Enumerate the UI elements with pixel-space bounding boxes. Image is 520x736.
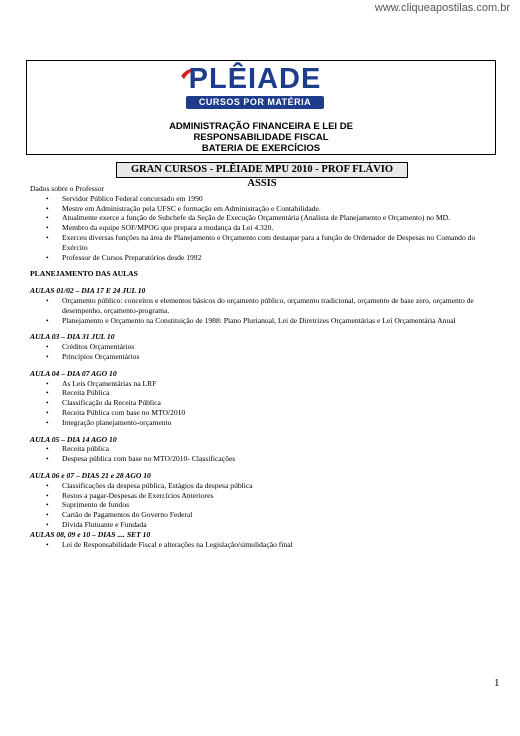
aula-list [30,540,500,550]
planning-heading: PLANEJAMENTO DAS AULAS [30,269,138,279]
document-body [30,184,500,549]
aula-heading: AULA 04 – DIA 07 AGO 10 [30,368,117,378]
list-item: • As Leis Orçamentárias na LRF [46,378,157,388]
list-item: • Receita Pública [46,388,110,398]
professor-list [30,194,500,263]
aula-list [30,444,500,464]
professor-intro: Dados sobre o Professor [30,184,105,193]
bullet-icon: • [46,295,49,305]
aula-list [30,296,500,325]
aula-list [30,379,500,428]
aula-heading: AULAS 01/02 – DIA 17 E 24 JUL 10 [30,286,146,296]
list-item: • Receita Pública com base no MTO/2010 [46,407,186,417]
list-item: • Restos a pagar-Despesas de Exercícios Anteriores [46,490,214,500]
aula-heading: AULA 03 – DIA 31 JUL 10 [30,332,115,342]
list-item: • Exerceu diversas funções na área de Planejamento e Orçamento com destaque para a função de Ordenador de Despesas no Comando do Exército [46,232,476,252]
list-item: • Servidor Público Federal concursado em 1990 [46,193,203,203]
bullet-icon: • [46,480,49,490]
bullet-icon: • [46,351,49,361]
aula-list [30,342,500,362]
bullet-icon: • [46,378,49,388]
bullet-icon: • [46,454,49,464]
list-item: • Créditos Orçamentários [46,342,135,352]
logo-word: PLÊIADE [188,63,322,95]
document-title [26,121,496,154]
bullet-icon: • [46,398,49,408]
aula-heading: AULAS 08, 09 e 10 – DIAS .... SET 10 [30,529,151,539]
aula-list [30,481,500,530]
list-item: • Planejamento e Orçamento na Constituição de 1988: Plano Plurianual, Lei de Diretrizes Orçamentárias e Lei Orçamentária Anual [46,315,456,325]
list-item: • Receita pública [46,444,110,454]
aula-heading: AULA 05 – DIA 14 AGO 10 [30,434,117,444]
site-url[interactable]: www.cliqueapostilas.com.br [374,2,510,14]
list-item: • Lei de Responsabilidade Fiscal e alterações na Legislação/simulidação final [46,539,293,549]
title-line: ADMINISTRAÇÃO FINANCEIRA E LEI DE [169,121,353,132]
logo-subtitle: CURSOS POR MATÉRIA [198,97,312,107]
bullet-icon: • [46,315,49,325]
bullet-icon: • [46,223,49,233]
bullet-icon: • [46,213,49,223]
page-number: 1 [494,677,500,689]
list-item: • Professor de Cursos Preparatórios desde 1992 [46,252,202,262]
list-item: • Orçamento público: conceitos e elementos básicos do orçamento público, orçamento tradicional, orçamento de base zero, orçamento de desempenho, orçamento-programa. [46,295,474,315]
bullet-icon: • [46,539,49,549]
title-line: RESPONSABILIDADE FISCAL [193,132,329,143]
bullet-icon: • [46,193,49,203]
bullet-icon: • [46,203,49,213]
bullet-icon: • [46,490,49,500]
list-item: • Cartão de Pagamentos do Governo Federal [46,510,193,520]
bullet-icon: • [46,388,49,398]
bullet-icon: • [46,252,49,262]
list-item: • Classificações da despesa pública, Estágios da despesa pública [46,480,253,490]
list-item: • Mestre em Administração pela UFSC e formação em Administração e Contabilidade. [46,203,321,213]
list-item: • Classificação da Receita Pública [46,398,161,408]
bullet-icon: • [46,232,49,242]
title-line: BATERIA DE EXERCÍCIOS [201,143,321,154]
bullet-icon: • [46,444,49,454]
bullet-icon: • [46,407,49,417]
pleiade-logo [180,64,330,114]
list-item: • Integração planejamento-orçamento [46,417,172,427]
bullet-icon: • [46,500,49,510]
list-item: • Atualmente exerce a função de Subchefe da Seção de Execução Orçamentária (Analista de Planejamento e Orçamento) no MD. [46,213,450,223]
bullet-icon: • [46,519,49,529]
list-item: • Despesa pública com base no MTO/2010- Classificações [46,454,236,464]
course-banner: GRAN CURSOS - PLÊIADE MPU 2010 - PROF FLÁVIO ASSIS [116,162,408,178]
bullet-icon: • [46,510,49,520]
list-item: • Suprimento de fundos [46,500,130,510]
bullet-icon: • [46,342,49,352]
list-item: • Dívida Flutuante e Fundada [46,519,147,529]
aula-heading: AULA 06 e 07 – DIAS 21 e 28 AGO 10 [30,470,151,480]
list-item: • Princípios Orçamentários [46,351,140,361]
bullet-icon: • [46,417,49,427]
list-item: • Membro da equipe SOF/MPOG que prepara a mudança da Lei 4.320. [46,223,274,233]
